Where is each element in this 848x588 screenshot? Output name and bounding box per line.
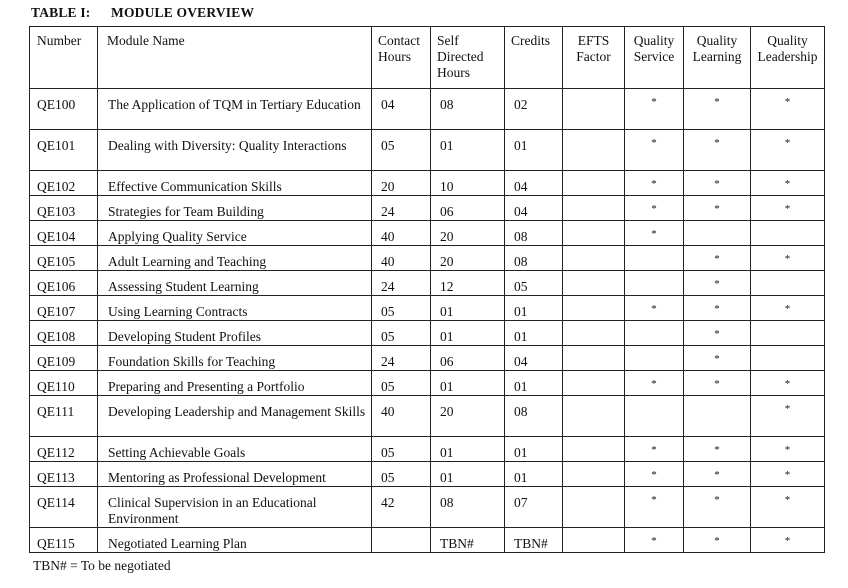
cell-contact-hours: 24 <box>372 271 431 296</box>
cell-contact-hours: 24 <box>372 196 431 221</box>
cell-quality-service <box>625 321 684 346</box>
table-row <box>30 528 825 553</box>
cell-quality-service: * <box>625 296 684 321</box>
cell-self-directed-hours: 01 <box>431 130 505 171</box>
cell-quality-service: * <box>625 487 684 528</box>
cell-efts-factor <box>563 130 625 171</box>
cell-self-directed-hours: 20 <box>431 396 505 437</box>
cell-quality-learning: * <box>684 437 751 462</box>
cell-number: QE113 <box>30 462 98 487</box>
cell-efts-factor <box>563 396 625 437</box>
cell-credits: 01 <box>505 321 563 346</box>
table-row <box>30 437 825 462</box>
cell-quality-leadership <box>751 321 825 346</box>
cell-number: QE107 <box>30 296 98 321</box>
cell-number: QE104 <box>30 221 98 246</box>
cell-self-directed-hours: 06 <box>431 346 505 371</box>
cell-efts-factor <box>563 221 625 246</box>
cell-module-name: Using Learning Contracts <box>98 296 372 321</box>
header-efts-factor: EFTS Factor <box>563 27 625 89</box>
cell-self-directed-hours: 12 <box>431 271 505 296</box>
cell-quality-leadership: * <box>751 528 825 553</box>
cell-self-directed-hours: 20 <box>431 221 505 246</box>
cell-quality-learning: * <box>684 371 751 396</box>
cell-number: QE101 <box>30 130 98 171</box>
cell-module-name: Effective Communication Skills <box>98 171 372 196</box>
cell-number: QE102 <box>30 171 98 196</box>
cell-number: QE114 <box>30 487 98 528</box>
cell-quality-learning: * <box>684 487 751 528</box>
table-row <box>30 130 825 171</box>
table-row <box>30 171 825 196</box>
cell-contact-hours: 05 <box>372 371 431 396</box>
cell-quality-learning: * <box>684 271 751 296</box>
cell-contact-hours: 05 <box>372 462 431 487</box>
cell-module-name: The Application of TQM in Tertiary Education <box>98 89 372 130</box>
cell-contact-hours: 42 <box>372 487 431 528</box>
cell-quality-learning: * <box>684 246 751 271</box>
cell-quality-service <box>625 346 684 371</box>
table-caption <box>31 5 254 21</box>
cell-contact-hours: 05 <box>372 296 431 321</box>
cell-credits: TBN# <box>505 528 563 553</box>
cell-contact-hours: 40 <box>372 246 431 271</box>
table-row <box>30 346 825 371</box>
cell-module-name: Adult Learning and Teaching <box>98 246 372 271</box>
table-row <box>30 271 825 296</box>
cell-self-directed-hours: 01 <box>431 371 505 396</box>
cell-efts-factor <box>563 462 625 487</box>
table-row <box>30 296 825 321</box>
cell-self-directed-hours: TBN# <box>431 528 505 553</box>
cell-contact-hours: 05 <box>372 130 431 171</box>
cell-module-name: Applying Quality Service <box>98 221 372 246</box>
cell-quality-service: * <box>625 130 684 171</box>
cell-quality-leadership: * <box>751 246 825 271</box>
table-row <box>30 89 825 130</box>
table-row <box>30 321 825 346</box>
table-row <box>30 371 825 396</box>
cell-module-name: Strategies for Team Building <box>98 196 372 221</box>
cell-module-name: Clinical Supervision in an Educational Environment <box>98 487 372 528</box>
cell-efts-factor <box>563 487 625 528</box>
cell-quality-leadership: * <box>751 437 825 462</box>
cell-credits: 02 <box>505 89 563 130</box>
table-row <box>30 487 825 528</box>
cell-credits: 08 <box>505 246 563 271</box>
header-row <box>30 27 825 89</box>
cell-module-name: Preparing and Presenting a Portfolio <box>98 371 372 396</box>
cell-efts-factor <box>563 371 625 396</box>
cell-efts-factor <box>563 89 625 130</box>
cell-efts-factor <box>563 171 625 196</box>
cell-credits: 04 <box>505 346 563 371</box>
footnote: TBN# = To be negotiated <box>33 558 171 573</box>
cell-efts-factor <box>563 321 625 346</box>
cell-module-name: Dealing with Diversity: Quality Interactions <box>98 130 372 171</box>
cell-module-name: Mentoring as Professional Development <box>98 462 372 487</box>
cell-credits: 04 <box>505 171 563 196</box>
cell-self-directed-hours: 08 <box>431 487 505 528</box>
cell-efts-factor <box>563 437 625 462</box>
cell-contact-hours: 20 <box>372 171 431 196</box>
cell-number: QE103 <box>30 196 98 221</box>
cell-module-name: Setting Achievable Goals <box>98 437 372 462</box>
cell-quality-leadership: * <box>751 371 825 396</box>
cell-credits: 07 <box>505 487 563 528</box>
header-number: Number <box>30 27 98 89</box>
cell-quality-service: * <box>625 437 684 462</box>
table-row <box>30 462 825 487</box>
cell-self-directed-hours: 01 <box>431 437 505 462</box>
header-quality-learning: Quality Learning <box>684 27 751 89</box>
cell-self-directed-hours: 10 <box>431 171 505 196</box>
header-self-directed-hours: Self Directed Hours <box>431 27 505 89</box>
module-overview-table <box>29 26 825 553</box>
header-module-name: Module Name <box>98 27 372 89</box>
cell-quality-learning: * <box>684 130 751 171</box>
cell-module-name: Developing Leadership and Management Skills <box>98 396 372 437</box>
cell-quality-leadership <box>751 346 825 371</box>
cell-contact-hours <box>372 528 431 553</box>
cell-quality-leadership: * <box>751 487 825 528</box>
cell-quality-learning: * <box>684 462 751 487</box>
cell-quality-learning: * <box>684 171 751 196</box>
cell-quality-service: * <box>625 196 684 221</box>
cell-number: QE115 <box>30 528 98 553</box>
cell-efts-factor <box>563 346 625 371</box>
cell-credits: 08 <box>505 221 563 246</box>
cell-number: QE108 <box>30 321 98 346</box>
cell-quality-service <box>625 246 684 271</box>
cell-module-name: Foundation Skills for Teaching <box>98 346 372 371</box>
cell-number: QE110 <box>30 371 98 396</box>
cell-contact-hours: 40 <box>372 221 431 246</box>
cell-self-directed-hours: 06 <box>431 196 505 221</box>
cell-number: QE100 <box>30 89 98 130</box>
table-row <box>30 196 825 221</box>
cell-quality-leadership: * <box>751 171 825 196</box>
cell-self-directed-hours: 01 <box>431 462 505 487</box>
cell-number: QE109 <box>30 346 98 371</box>
header-quality-service: Quality Service <box>625 27 684 89</box>
cell-efts-factor <box>563 271 625 296</box>
cell-efts-factor <box>563 246 625 271</box>
cell-contact-hours: 04 <box>372 89 431 130</box>
cell-quality-leadership: * <box>751 130 825 171</box>
cell-quality-leadership: * <box>751 89 825 130</box>
cell-self-directed-hours: 01 <box>431 321 505 346</box>
cell-credits: 01 <box>505 437 563 462</box>
table-label: TABLE I: <box>31 5 91 20</box>
cell-quality-leadership <box>751 271 825 296</box>
cell-contact-hours: 40 <box>372 396 431 437</box>
cell-credits: 01 <box>505 371 563 396</box>
cell-quality-leadership: * <box>751 462 825 487</box>
cell-efts-factor <box>563 296 625 321</box>
cell-quality-service: * <box>625 221 684 246</box>
cell-quality-learning <box>684 221 751 246</box>
cell-quality-service: * <box>625 462 684 487</box>
cell-credits: 01 <box>505 296 563 321</box>
cell-module-name: Assessing Student Learning <box>98 271 372 296</box>
cell-quality-learning: * <box>684 89 751 130</box>
table-title: MODULE OVERVIEW <box>111 5 255 20</box>
cell-quality-service: * <box>625 89 684 130</box>
cell-quality-leadership <box>751 221 825 246</box>
cell-number: QE112 <box>30 437 98 462</box>
cell-quality-learning: * <box>684 296 751 321</box>
cell-efts-factor <box>563 528 625 553</box>
cell-quality-learning <box>684 396 751 437</box>
cell-contact-hours: 05 <box>372 321 431 346</box>
cell-quality-leadership: * <box>751 396 825 437</box>
cell-quality-service: * <box>625 171 684 196</box>
cell-credits: 05 <box>505 271 563 296</box>
cell-self-directed-hours: 01 <box>431 296 505 321</box>
header-contact-hours: Contact Hours <box>372 27 431 89</box>
cell-quality-learning: * <box>684 321 751 346</box>
cell-quality-learning: * <box>684 528 751 553</box>
cell-contact-hours: 05 <box>372 437 431 462</box>
cell-self-directed-hours: 08 <box>431 89 505 130</box>
cell-module-name: Negotiated Learning Plan <box>98 528 372 553</box>
cell-credits: 01 <box>505 130 563 171</box>
cell-credits: 08 <box>505 396 563 437</box>
cell-number: QE105 <box>30 246 98 271</box>
cell-number: QE111 <box>30 396 98 437</box>
header-quality-leadership: Quality Leadership <box>751 27 825 89</box>
cell-quality-service: * <box>625 371 684 396</box>
cell-number: QE106 <box>30 271 98 296</box>
table-row <box>30 396 825 437</box>
header-credits: Credits <box>505 27 563 89</box>
table-row <box>30 221 825 246</box>
cell-self-directed-hours: 20 <box>431 246 505 271</box>
cell-quality-service <box>625 396 684 437</box>
cell-quality-learning: * <box>684 196 751 221</box>
cell-credits: 04 <box>505 196 563 221</box>
cell-quality-learning: * <box>684 346 751 371</box>
cell-efts-factor <box>563 196 625 221</box>
cell-quality-leadership: * <box>751 196 825 221</box>
cell-contact-hours: 24 <box>372 346 431 371</box>
table-row <box>30 246 825 271</box>
cell-quality-service <box>625 271 684 296</box>
cell-quality-service: * <box>625 528 684 553</box>
cell-module-name: Developing Student Profiles <box>98 321 372 346</box>
cell-credits: 01 <box>505 462 563 487</box>
cell-quality-leadership: * <box>751 296 825 321</box>
